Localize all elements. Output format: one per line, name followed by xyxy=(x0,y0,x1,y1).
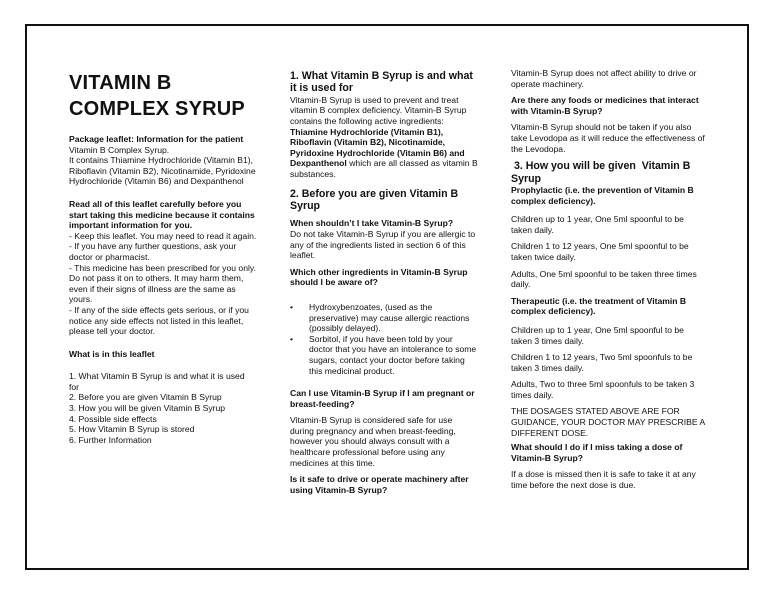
product-name: Vitamin B Complex Syrup. xyxy=(69,144,170,155)
title-line-2: COMPLEX SYRUP xyxy=(69,98,245,120)
answer-foods: Vitamin-B Syrup should not be taken if you also take Levodopa as it will reduce the effectiveness of the Levodopa. xyxy=(511,122,705,154)
section-1-text-end: which are all classed as vitamin B substances. xyxy=(290,158,478,179)
section-1-ingredients: Thiamine Hydrochloride (Vitamin B1), Riboflavin (Vitamin B2), Nicotinamide, Pyridoxine Hydrochloride (Vitamin B6) and Dexpanthenol xyxy=(290,126,465,169)
answer-when-not-take: Do not take Vitamin-B Syrup if you are allergic to any of the ingredients listed in section 6 of this leaflet. xyxy=(290,228,476,261)
dosage-item: Adults, Two to three 5ml spoonfuls to be taken 3 times daily. xyxy=(511,379,695,400)
toc-item: 1. What Vitamin B Syrup is and what it is used for xyxy=(69,371,245,392)
question-pregnant: Can I use Vitamin-B Syrup if I am pregnant or breast-feeding? xyxy=(290,388,475,409)
title-line-1: VITAMIN B xyxy=(69,72,172,94)
section-1-text-intro: Vitamin-B Syrup is used to prevent and treat vitamin B complex deficiency. Vitamin-B Syrup contains the following active ingredients: xyxy=(290,94,467,126)
dosage-item: Children up to 1 year, One 5ml spoonful to be taken daily. xyxy=(511,214,684,235)
read-all-heading: Read all of this leaflet carefully before you start taking this medicine because it contains important information for you. xyxy=(69,198,255,231)
prophylactic-heading: Prophylactic (i.e. the prevention of Vitamin B complex deficiency). xyxy=(511,184,694,206)
dosage-item: Children 1 to 12 years, Two 5ml spoonfuls to be taken 3 times daily. xyxy=(511,352,693,373)
section-2-heading: 2. Before you are given Vitamin B Syrup xyxy=(290,187,459,212)
section-1-heading: 1. What Vitamin B Syrup is and what it is used for xyxy=(290,70,473,95)
answer-missed-dose: If a dose is missed then it is safe to take it at any time before the next dose is due. xyxy=(511,469,696,491)
advice-item: - If you have any further questions, ask your doctor or pharmacist. xyxy=(69,241,237,262)
document-title xyxy=(69,70,257,122)
toc-item: 3. How you will be given Vitamin B Syrup xyxy=(69,403,226,414)
advice-item: - Keep this leaflet. You may need to read it again. xyxy=(69,230,257,241)
column-right xyxy=(511,68,705,491)
advice-item: - If any of the side effects gets serious, or if you notice any side effects not listed in this leaflet, please tell your doctor. xyxy=(69,304,249,337)
toc-heading: What is in this leaflet xyxy=(69,348,155,359)
question-foods: Are there any foods or medicines that interact with Vitamin-B Syrup? xyxy=(511,95,699,116)
question-when-not-take: When shouldn’t I take Vitamin-B Syrup? xyxy=(290,218,454,229)
advice-item: - This medicine has been prescribed for you only. Do not pass it on to others. It may harm them, even if their signs of illness are the same as yours. xyxy=(69,262,256,305)
dosage-item: Children 1 to 12 years, One 5ml spoonful to be taken twice daily. xyxy=(511,241,689,262)
dosage-item: Adults, One 5ml spoonful to be taken three times daily. xyxy=(511,268,697,290)
toc-item: 2. Before you are given Vitamin B Syrup xyxy=(69,392,222,403)
column-middle xyxy=(290,70,478,495)
answer-drive: Vitamin-B Syrup does not affect ability to drive or operate machinery. xyxy=(511,68,697,89)
dosage-item: Children up to 1 year, One 5ml spoonful to be taken 3 times daily. xyxy=(511,324,684,346)
dosage-note: THE DOSAGES STATED ABOVE ARE FOR GUIDANCE, YOUR DOCTOR MAY PRESCRIBE A DIFFERENT DOSE. xyxy=(511,406,705,438)
product-ingredients: It contains Thiamine Hydrochloride (Vitamin B1), Riboflavin (Vitamin B2), Nicotinamide, Pyridoxine Hydrochloride (Vitamin B6) and Dexpanthenol xyxy=(69,155,256,187)
question-missed-dose: What should I do if I miss taking a dose of Vitamin-B Syrup? xyxy=(511,442,683,463)
question-other-ingredients: Which other ingredients in Vitamin-B Syrup should I be aware of? xyxy=(290,266,468,288)
toc-item: 6. Further Information xyxy=(69,434,152,445)
section-1-text xyxy=(290,95,478,180)
package-leaflet-heading: Package leaflet: Information for the patient xyxy=(69,134,244,144)
list-item: • Hydroxybenzoates, (used as the preservative) may cause allergic reactions (possibly delayed). xyxy=(290,302,478,334)
toc-item: 4. Possible side effects xyxy=(69,413,157,424)
toc-item: 5. How Vitamin B Syrup is stored xyxy=(69,424,195,435)
answer-pregnant: Vitamin-B Syrup is considered safe for use during pregnancy and when breast-feeding, however you should always consult with a healthcare professional before using any medicines at this time. xyxy=(290,415,456,468)
table-of-contents xyxy=(69,371,257,445)
list-item: • Sorbitol, if you have been told by your doctor that you have an intolerance to some sugars, contact your doctor before taking this medicinal product. xyxy=(290,334,478,376)
therapeutic-heading: Therapeutic (i.e. the treatment of Vitamin B complex deficiency). xyxy=(511,295,687,317)
column-left xyxy=(69,70,257,445)
ingredient-warning-list xyxy=(290,302,478,376)
section-3-heading: 3. How you will be given Vitamin B Syrup xyxy=(511,160,694,185)
question-drive: Is it safe to drive or operate machinery after using Vitamin-B Syrup? xyxy=(290,474,469,495)
